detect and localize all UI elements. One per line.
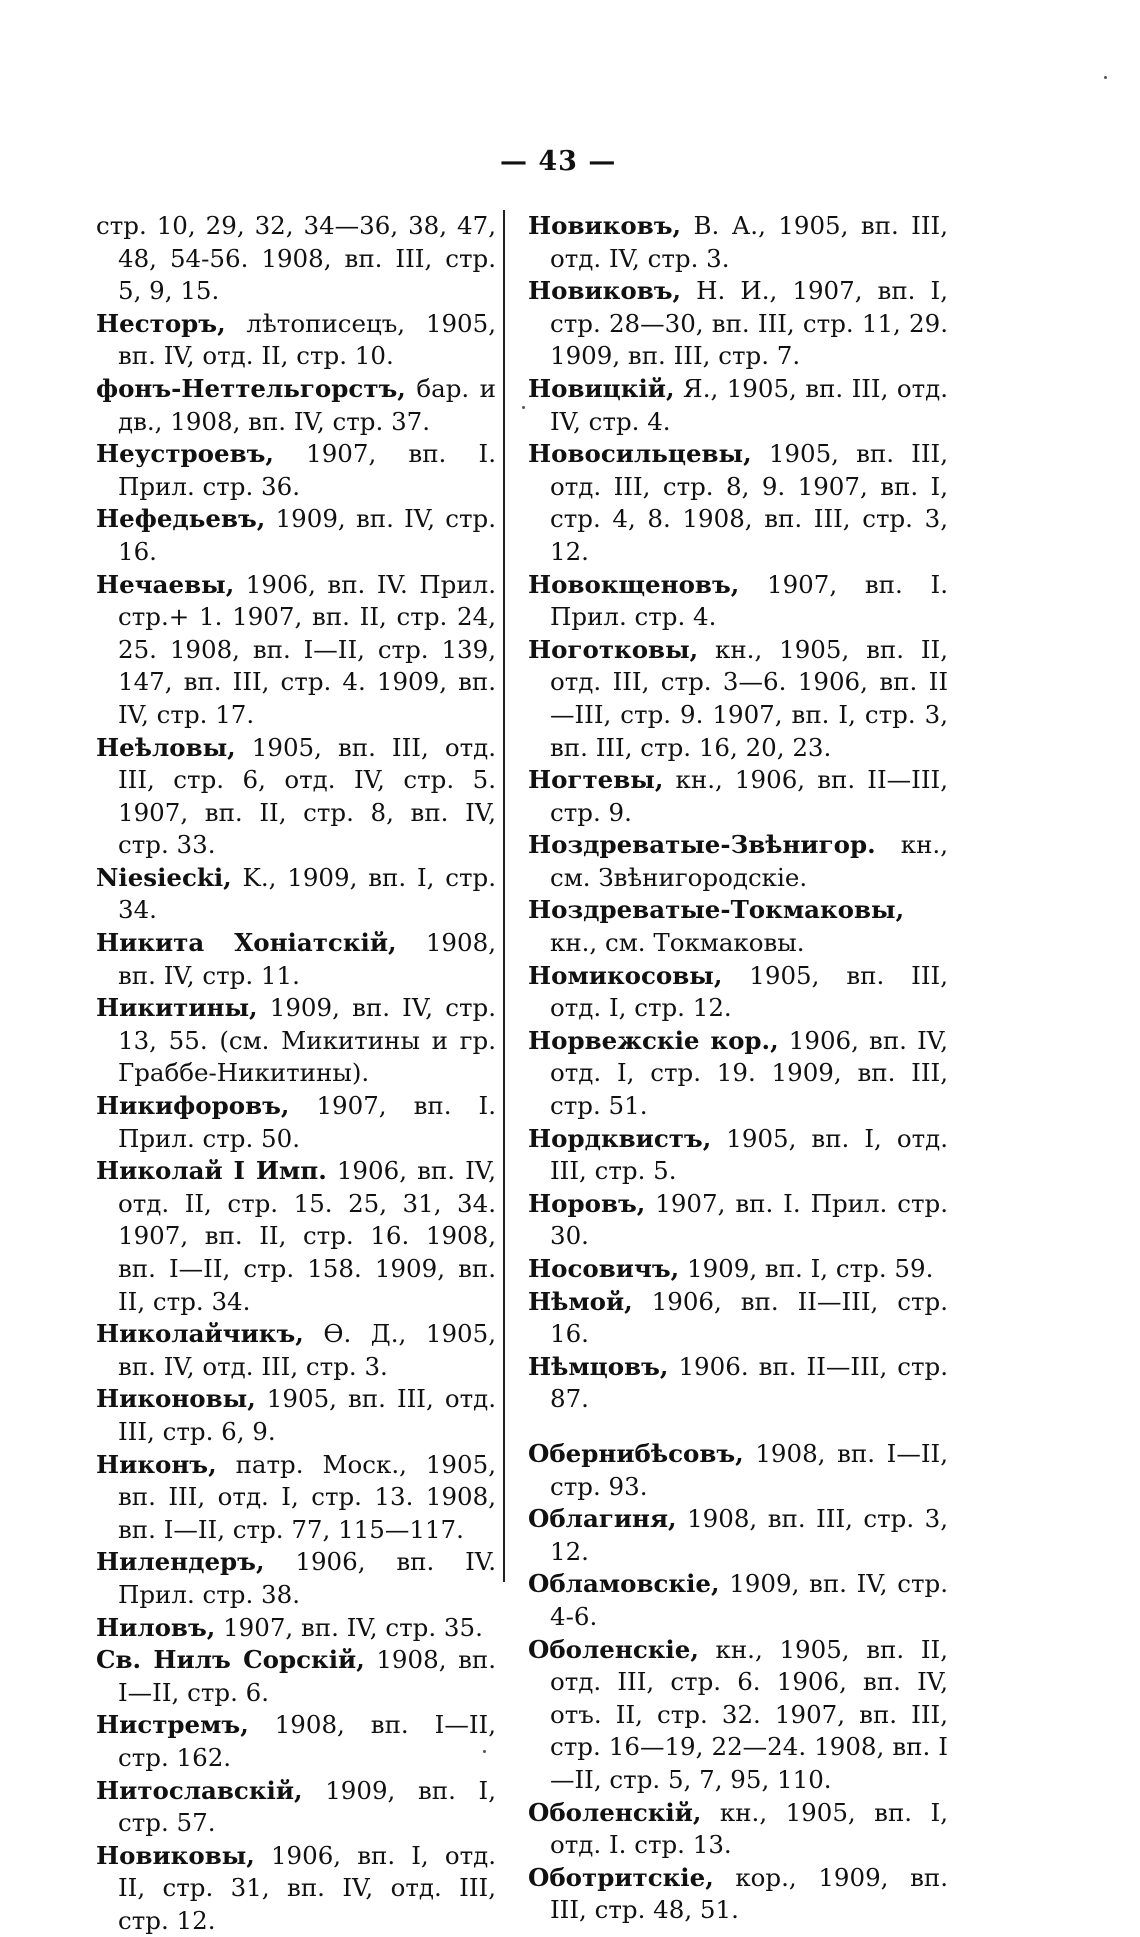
entry-heading: Новиковы,: [96, 1840, 255, 1870]
entry-heading: Никитины,: [96, 993, 258, 1023]
index-entry: [96, 1612, 496, 1645]
index-entry: [96, 1449, 496, 1547]
index-entry: [528, 1286, 948, 1351]
entry-heading: Ноздреватые-Токмаковы,: [528, 895, 905, 925]
entry-heading: Нѣмцовъ,: [528, 1351, 669, 1381]
entry-heading: Николай I Имп.: [96, 1156, 327, 1186]
entry-references: 1907, вп. I. Прил. стр. 30.: [550, 1188, 948, 1251]
entry-heading: Нечаевы,: [96, 569, 235, 599]
entry-heading: Облагиня,: [528, 1504, 677, 1534]
index-entry: [528, 1253, 948, 1286]
entry-references: 1905, вп. III, отд. I, стр. 12.: [550, 960, 948, 1023]
entry-references: Я., 1905, вп. III, отд. IV, стр. 4.: [550, 373, 948, 436]
column-divider: [503, 210, 505, 1582]
entry-heading: фонъ-Неттельгорстъ,: [96, 373, 406, 403]
entry-references: K., 1909, вп. I, стр. 34.: [118, 862, 496, 925]
entry-references: 1907, вп. IV, стр. 35.: [215, 1612, 483, 1642]
index-entry: [96, 308, 496, 373]
entry-references: кн., см. Звѣнигородскіе.: [550, 830, 948, 892]
entry-heading: Ногтевы,: [528, 765, 664, 795]
entry-references: 1906, вп. IV. Прил. стр. 38.: [118, 1547, 496, 1609]
entry-references: кн., 1905, вп. I, отд. I. стр. 13.: [550, 1797, 948, 1860]
index-entry: [528, 1025, 948, 1123]
entry-references: патр. Моск., 1905, вп. III, отд. I, стр. 13. 1908, вп. I—II, стр. 77, 115—117.: [118, 1449, 496, 1544]
entry-references: 1905, вп. III, отд. III, стр. 6, 9.: [118, 1384, 496, 1446]
index-entry: [96, 862, 496, 927]
index-entry: [528, 1188, 948, 1253]
entry-references: Н. И., 1907, вп. I, стр. 28—30, вп. III, стр. 11, 29. 1909, вп. III, стр. 7.: [550, 276, 948, 371]
entry-heading: Нордквистъ,: [528, 1123, 712, 1153]
entry-references: 1908, вп. III, стр. 3, 12.: [550, 1504, 948, 1566]
entry-references: 1905, вп. I, отд. III, стр. 5.: [550, 1123, 948, 1186]
index-entry: [96, 1775, 496, 1840]
entry-heading: Норовъ,: [528, 1188, 646, 1218]
entry-references: кн., 1905, вп. II, отд. III, стр. 3—6. 1906, вп. II—III, стр. 9. 1907, вп. I, стр. 3, вп. III, стр. 16, 20, 23.: [550, 634, 948, 762]
entry-heading: Ноготковы,: [528, 634, 699, 664]
entry-references: 1906, вп. I, отд. II, стр. 31, вп. IV, отд. III, стр. 12.: [118, 1840, 496, 1935]
entry-heading: Носовичъ,: [528, 1254, 680, 1283]
entry-heading: Новиковъ,: [528, 211, 682, 240]
index-entry: [528, 1123, 948, 1188]
index-entry: [96, 569, 496, 732]
index-entry: [528, 1351, 948, 1416]
index-entry: [96, 1383, 496, 1448]
index-entry: [528, 634, 948, 764]
entry-references: 1909, вп. IV, стр. 13, 55. (см. Микитины и гр. Граббе-Никитины).: [118, 993, 496, 1088]
print-speck: [522, 406, 525, 409]
index-entry: [528, 1568, 948, 1633]
index-entry: [528, 894, 948, 959]
index-entry: [96, 992, 496, 1090]
entry-heading: Новицкій,: [528, 373, 675, 403]
index-entry: [528, 1797, 948, 1862]
entry-heading: Оботритскіе,: [528, 1862, 714, 1892]
entry-references: 1907, вп. I. Прил. стр. 50.: [118, 1091, 496, 1153]
index-entry: [96, 1709, 496, 1774]
index-entry: [96, 1644, 496, 1709]
entry-references: 1908, вп. IV, стр. 11.: [118, 928, 496, 990]
entry-heading: Несторъ,: [96, 308, 226, 338]
entry-references: кор., 1909, вп. III, стр. 48, 51.: [550, 1862, 948, 1925]
entry-references: Ѳ. Д., 1905, вп. IV, отд. III, стр. 3.: [118, 1319, 496, 1381]
page-number: — 43 —: [500, 146, 617, 177]
index-entry: [528, 1503, 948, 1568]
entry-references: стр. 10, 29, 32, 34—36, 38, 47, 48, 54-56. 1908, вп. III, стр. 5, 9, 15.: [96, 211, 496, 306]
index-entry: [528, 569, 948, 634]
entry-heading: Нилендеръ,: [96, 1547, 265, 1577]
entry-heading: Обернибѣсовъ,: [528, 1438, 744, 1468]
entry-references: бар. и дв., 1908, вп. IV, стр. 37.: [118, 373, 496, 436]
index-entry: [528, 438, 948, 568]
entry-heading: Неустроевъ,: [96, 439, 274, 469]
left-column: [96, 210, 496, 1937]
index-entry: [96, 210, 496, 308]
index-entry: [528, 829, 948, 894]
entry-references: 1905, вп. III, отд. III, стр. 8, 9. 1907, вп. I, стр. 4, 8. 1908, вп. III, стр. 3, 12.: [550, 439, 948, 566]
entry-heading: Св. Нилъ Сорскій,: [96, 1645, 365, 1675]
entry-references: кн., 1906, вп. II—III, стр. 9.: [550, 765, 948, 827]
entry-references: кн., 1905, вп. II, отд. III, стр. 6. 1906, вп. IV, отъ. II, стр. 32. 1907, вп. III, стр. 16—19, 22—24. 1908, вп. I—II, стр. 5, 7, 95, 110.: [550, 1634, 948, 1794]
entry-heading: Новокщеновъ,: [528, 569, 740, 599]
entry-heading: Новосильцевы,: [528, 439, 752, 469]
index-entry: [528, 764, 948, 829]
index-entry: [96, 503, 496, 568]
index-entry: [528, 1634, 948, 1797]
entry-heading: Норвежскіе кор.,: [528, 1025, 779, 1055]
right-column: [528, 210, 948, 1927]
index-entry: [528, 373, 948, 438]
index-entry: [96, 732, 496, 862]
entry-references: 1907, вп. I. Прил. стр. 4.: [550, 569, 948, 632]
entry-heading: Оболенскій,: [528, 1797, 702, 1827]
entry-references: лѣтописецъ, 1905, вп. IV, отд. II, стр. 10.: [118, 308, 496, 371]
entry-references: 1909, вп. IV, стр. 16.: [118, 504, 496, 566]
entry-references: 1908, вп. I—II, стр. 6.: [118, 1645, 496, 1707]
index-entry: [528, 1862, 948, 1927]
section-gap: [528, 1416, 948, 1438]
index-entry: [96, 1155, 496, 1318]
index-entry: [96, 1318, 496, 1383]
entry-heading: Нистремъ,: [96, 1710, 249, 1740]
entry-heading: Номикосовы,: [528, 960, 723, 990]
entry-heading: Оболенскіе,: [528, 1634, 699, 1664]
entry-heading: Ниловъ,: [96, 1612, 216, 1642]
entry-references: 1906, вп. IV, отд. I, стр. 19. 1909, вп. III, стр. 51.: [550, 1025, 948, 1121]
index-entry: [96, 927, 496, 992]
entry-heading: Обламовскіе,: [528, 1569, 720, 1599]
entry-heading: Никоновы,: [96, 1384, 256, 1414]
entry-references: 1906, вп. IV. Прил. стр.+ 1. 1907, вп. II, стр. 24, 25. 1908, вп. I—II, стр. 139, 147, вп. III, стр. 4. 1909, вп. IV, стр. 17.: [118, 569, 496, 729]
entry-references: 1906. вп. II—III, стр. 87.: [550, 1351, 948, 1414]
entry-references: кн., см. Токмаковы.: [550, 928, 805, 958]
index-entry: [96, 1090, 496, 1155]
entry-references: 1909, вп. IV, стр. 4-6.: [550, 1569, 948, 1631]
index-entry: [96, 1840, 496, 1937]
index-entry: [528, 960, 948, 1025]
index-entry: [96, 438, 496, 503]
index-entry: [528, 275, 948, 373]
print-speck: [1104, 76, 1107, 79]
entry-heading: Новиковъ,: [528, 276, 682, 306]
entry-references: 1909, вп. I, стр. 59.: [679, 1254, 934, 1283]
index-entry: [96, 1546, 496, 1611]
entry-heading: Нѣмой,: [528, 1286, 633, 1316]
entry-heading: Нитославскій,: [96, 1775, 303, 1805]
entry-heading: Николайчикъ,: [96, 1319, 304, 1349]
index-entry: [96, 373, 496, 438]
entry-heading: Нефедьевъ,: [96, 504, 266, 534]
entry-heading: Ноздреватые-Звѣнигор.: [528, 830, 876, 860]
entry-references: 1908, вп. I—II, стр. 93.: [550, 1438, 948, 1501]
entry-references: 1906, вп. II—III, стр. 16.: [550, 1286, 948, 1349]
entry-heading: Niesiecki,: [96, 862, 232, 892]
index-entry: [528, 1438, 948, 1503]
entry-references: 1907, вп. I. Прил. стр. 36.: [118, 439, 496, 501]
entry-references: 1905, вп. III, отд. III, стр. 6, отд. IV, стр. 5. 1907, вп. II, стр. 8, вп. IV, стр. 33.: [118, 732, 496, 860]
print-speck: [483, 1750, 486, 1753]
entry-heading: Никонъ,: [96, 1449, 217, 1479]
entry-references: В. А., 1905, вп. III, отд. IV, стр. 3.: [550, 211, 948, 273]
entry-references: 1909, вп. I, стр. 57.: [118, 1775, 496, 1838]
entry-references: 1908, вп. I—II, стр. 162.: [118, 1710, 496, 1772]
index-entry: [528, 210, 948, 275]
entry-heading: Никита Хоніатскій,: [96, 928, 397, 958]
entry-heading: Неѣловы,: [96, 732, 236, 762]
entry-references: 1906, вп. IV, отд. II, стр. 15. 25, 31, 34. 1907, вп. II, стр. 16. 1908, вп. I—II, стр. 158. 1909, вп. II, стр. 34.: [118, 1156, 496, 1316]
entry-heading: Никифоровъ,: [96, 1091, 290, 1121]
